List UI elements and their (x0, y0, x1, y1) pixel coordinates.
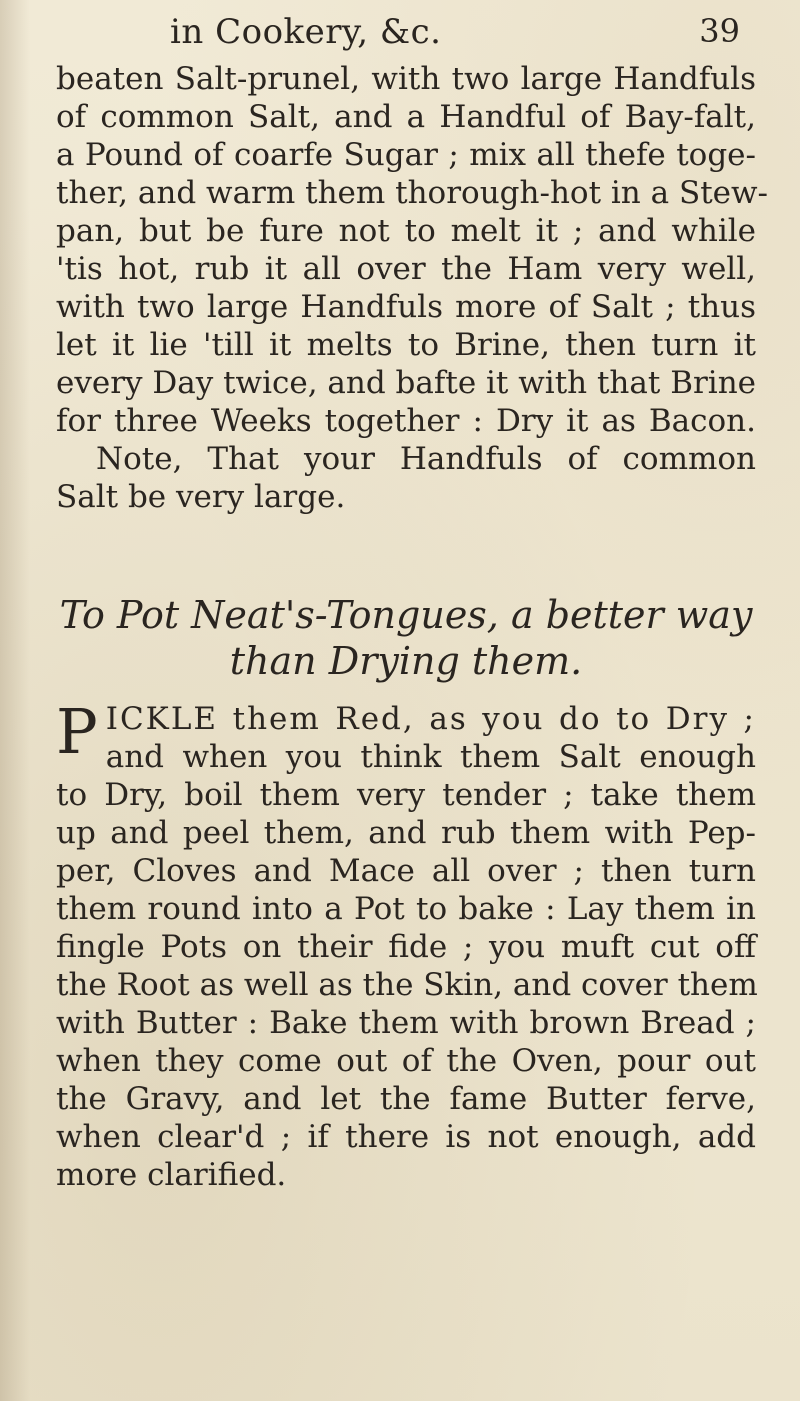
text-line: Salt be very large. (56, 479, 346, 515)
drop-cap: P (56, 695, 98, 768)
text-line: when they come out of the Oven, pour out (56, 1043, 756, 1079)
page-edge-shadow (0, 0, 30, 1401)
text-line: beaten Salt-prunel, with two large Handfuls (56, 61, 756, 97)
text-line: Note, That your Handfuls of common (96, 441, 756, 477)
text-line: when clear'd ; if there is not enough, add (56, 1119, 756, 1155)
text-line: up and peel them, and rub them with Pep- (56, 815, 756, 851)
text-line: every Day twice, and bafte it with that Brine (56, 365, 757, 401)
text-line: ther, and warm them thorough-hot in a Stew- (56, 175, 769, 211)
text-line: of common Salt, and a Handful of Bay-falt, (56, 99, 756, 135)
text-line: them round into a Pot to bake : Lay them in (56, 891, 756, 927)
text-line: to Dry, boil them very tender ; take them (56, 777, 756, 813)
text-line: a Pound of coarfe Sugar ; mix all thefe toge- (56, 137, 756, 173)
text-line: for three Weeks together : Dry it as Bacon. (56, 403, 756, 439)
text-line: 'tis hot, rub it all over the Ham very well, (56, 251, 756, 287)
text-line: let it lie 'till it melts to Brine, then turn it (56, 327, 756, 363)
page-number: 39 (699, 12, 740, 50)
heading-line: than Drying them. (229, 639, 583, 683)
text-line: ICKLE them Red, as you do to Dry ; (105, 701, 756, 737)
running-title: in Cookery, &c. (170, 12, 442, 52)
paragraph-potted-tongues (56, 695, 758, 1194)
text-line: pan, but be fure not to melt it ; and while (56, 213, 756, 249)
text-line: the Root as well as the Skin, and cover them (56, 967, 758, 1003)
text-line: per, Cloves and Mace all over ; then turn (56, 853, 756, 889)
text-line: and when you think them Salt enough (105, 739, 756, 775)
text-line: with two large Handfuls more of Salt ; thus (56, 289, 756, 325)
recipe-heading (56, 592, 756, 684)
text-line: with Butter : Bake them with brown Bread ; (56, 1005, 756, 1041)
text-line: the Gravy, and let the fame Butter ferve, (56, 1081, 756, 1117)
paragraph-ham-curing (56, 60, 769, 516)
heading-line: To Pot Neat's-Tongues, a better way (59, 593, 753, 637)
running-head (100, 8, 740, 68)
text-line: fingle Pots on their fide ; you muft cut off (56, 929, 756, 965)
text-line: more clarified. (56, 1157, 287, 1193)
